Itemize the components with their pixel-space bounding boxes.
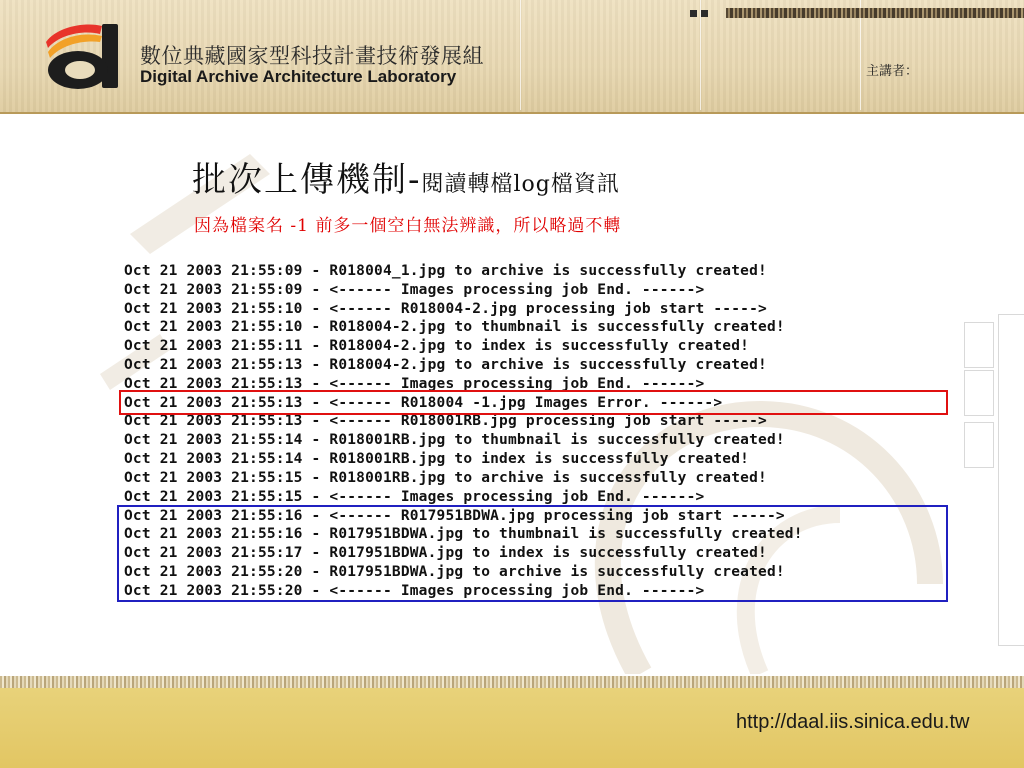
log-line-error: Oct 21 2003 21:55:13 - <------ R018004 -1.jpg Images Error. ------> bbox=[124, 395, 723, 411]
decorative-stripe bbox=[726, 8, 1024, 18]
side-panel bbox=[964, 422, 994, 468]
slide-title-sub: 閱讀轉檔log檔資訊 bbox=[421, 172, 620, 197]
group-highlight-box bbox=[117, 505, 948, 602]
side-panel bbox=[964, 370, 994, 416]
log-line: Oct 21 2003 21:55:14 - R018001RB.jpg to thumbnail is successfully created! bbox=[124, 432, 785, 448]
log-line: Oct 21 2003 21:55:16 - R017951BDWA.jpg to thumbnail is successfully created! bbox=[124, 526, 803, 542]
side-panel bbox=[964, 322, 994, 368]
log-line: Oct 21 2003 21:55:11 - R018004-2.jpg to index is successfully created! bbox=[124, 338, 750, 354]
speaker-label: 主講者： bbox=[866, 64, 919, 79]
error-highlight-box bbox=[119, 390, 948, 415]
log-line: Oct 21 2003 21:55:20 - R017951BDWA.jpg to archive is successfully created! bbox=[124, 564, 785, 580]
org-name-english: Digital Archive Architecture Laboratory bbox=[140, 67, 457, 86]
log-line: Oct 21 2003 21:55:13 - R018004-2.jpg to archive is successfully created! bbox=[124, 357, 767, 373]
log-line: Oct 21 2003 21:55:09 - <------ Images processing job End. ------> bbox=[124, 282, 705, 298]
log-line: Oct 21 2003 21:55:13 - <------ R018001RB.jpg processing job start -----> bbox=[124, 413, 767, 429]
slide-title bbox=[192, 152, 620, 201]
footer-stripe bbox=[0, 676, 1024, 688]
header-band bbox=[0, 0, 1024, 114]
log-line: Oct 21 2003 21:55:14 - R018001RB.jpg to index is successfully created! bbox=[124, 451, 750, 467]
slide-subtitle: 因為檔案名 -1 前多一個空白無法辨識，所以略過不轉 bbox=[194, 216, 622, 236]
side-panels bbox=[958, 314, 1024, 674]
log-line: Oct 21 2003 21:55:10 - <------ R018004-2.jpg processing job start -----> bbox=[124, 301, 767, 317]
slide-title-main: 批次上傳機制- bbox=[192, 160, 422, 200]
log-line: Oct 21 2003 21:55:20 - <------ Images processing job End. ------> bbox=[124, 583, 705, 599]
log-line: Oct 21 2003 21:55:15 - R018001RB.jpg to archive is successfully created! bbox=[124, 470, 767, 486]
daal-logo-icon bbox=[40, 20, 124, 92]
org-name-chinese: 數位典藏國家型科技計畫技術發展組 bbox=[140, 44, 484, 68]
log-line: Oct 21 2003 21:55:17 - R017951BDWA.jpg to index is successfully created! bbox=[124, 545, 767, 561]
header-divider bbox=[520, 0, 521, 110]
log-line: Oct 21 2003 21:55:15 - <------ Images processing job End. ------> bbox=[124, 489, 705, 505]
side-panel bbox=[998, 314, 1024, 646]
decorative-squares bbox=[690, 10, 708, 17]
log-line: Oct 21 2003 21:55:09 - R018004_1.jpg to archive is successfully created! bbox=[124, 263, 767, 279]
footer-url: http://daal.iis.sinica.edu.tw bbox=[736, 711, 970, 733]
log-line: Oct 21 2003 21:55:13 - <------ Images processing job End. ------> bbox=[124, 376, 705, 392]
log-line: Oct 21 2003 21:55:10 - R018004-2.jpg to thumbnail is successfully created! bbox=[124, 319, 785, 335]
log-line: Oct 21 2003 21:55:16 - <------ R017951BDWA.jpg processing job start -----> bbox=[124, 508, 785, 524]
